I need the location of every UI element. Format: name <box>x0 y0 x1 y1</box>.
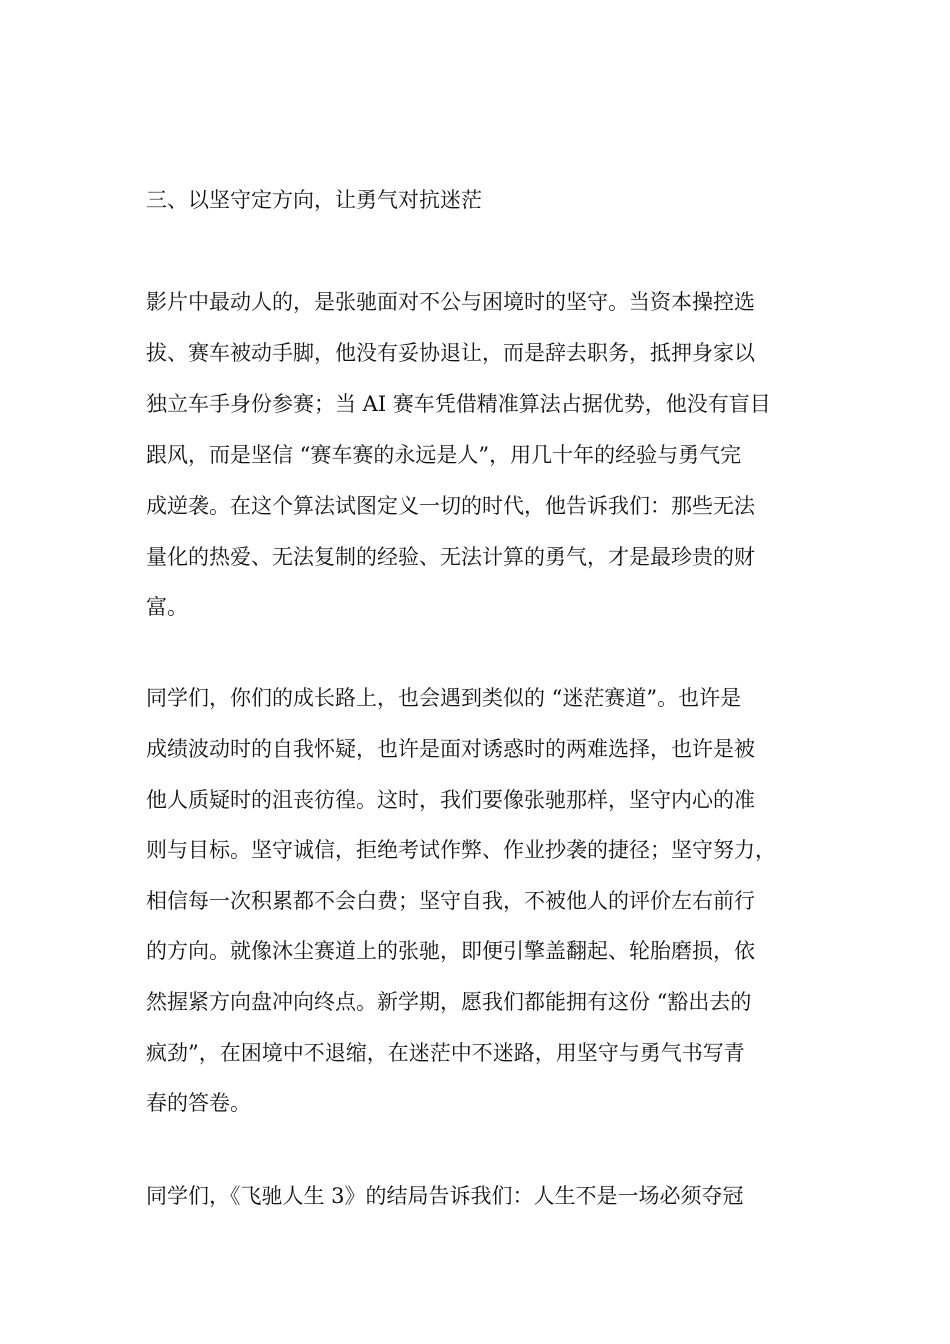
paragraph-1-line-5: 成逆袭。在这个算法试图定义一切的时代，他告诉我们：那些无法 <box>146 494 755 518</box>
paragraph-2-line-5: 相信每一次积累都不会白费；坚守自我，不被他人的评价左右前行 <box>146 889 755 913</box>
paragraph-1-line-3: 独立车手身份参赛；当 AI 赛车凭借精准算法占据优势，他没有盲目 <box>146 392 771 416</box>
paragraph-1-line-6: 量化的热爱、无法复制的经验、无法计算的勇气，才是最珍贵的财 <box>146 545 755 569</box>
paragraph-2-line-7: 然握紧方向盘冲向终点。新学期，愿我们都能拥有这份 “豁出去的 <box>146 990 752 1014</box>
paragraph-1-line-2: 拔、赛车被动手脚，他没有妥协退让，而是辞去职务，抵押身家以 <box>146 341 755 365</box>
paragraph-1-line-4: 跟风，而是坚信 “赛车赛的永远是人”，用几十年的经验与勇气完 <box>146 443 742 467</box>
paragraph-2-line-2: 成绩波动时的自我怀疑，也许是面对诱惑时的两难选择，也许是被 <box>146 737 755 761</box>
section-heading: 三、以坚守定方向，让勇气对抗迷茫 <box>146 188 482 212</box>
paragraph-2-line-1: 同学们，你们的成长路上，也会遇到类似的 “迷茫赛道”。也许是 <box>146 686 742 710</box>
paragraph-2-line-4: 则与目标。坚守诚信，拒绝考试作弊、作业抄袭的捷径；坚守努力， <box>146 838 776 862</box>
paragraph-2-line-8: 疯劲”，在困境中不退缩，在迷茫中不迷路，用坚守与勇气书写青 <box>146 1041 745 1065</box>
paragraph-2-line-3: 他人质疑时的沮丧彷徨。这时，我们要像张驰那样，坚守内心的准 <box>146 788 755 812</box>
paragraph-1-line-1: 影片中最动人的，是张驰面对不公与困境时的坚守。当资本操控选 <box>146 290 755 314</box>
paragraph-2-line-9: 春的答卷。 <box>146 1091 251 1115</box>
paragraph-2-line-6: 的方向。就像沐尘赛道上的张驰，即便引擎盖翻起、轮胎磨损，依 <box>146 939 755 963</box>
paragraph-1-line-7: 富。 <box>146 595 188 619</box>
paragraph-3-line-1: 同学们，《飞驰人生 3》的结局告诉我们：人生不是一场必须夺冠 <box>146 1184 744 1208</box>
